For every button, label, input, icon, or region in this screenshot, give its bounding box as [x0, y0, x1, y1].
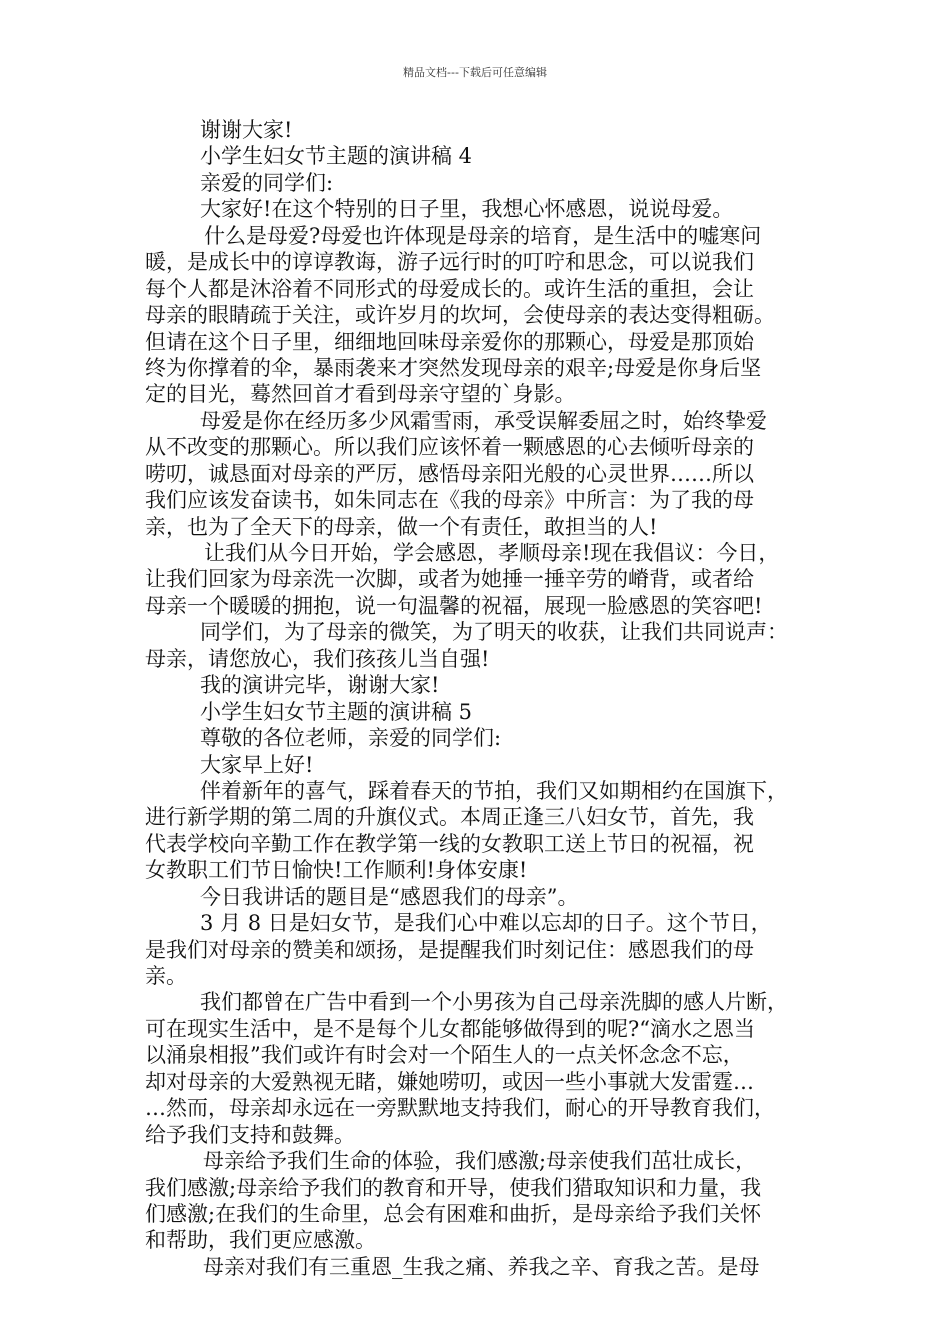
- text-line: 从不改变的那颗心。所以我们应该怀着一颗感恩的心去倾听母亲的: [145, 435, 754, 460]
- text-line: 母亲的眼睛疏于关注，或许岁月的坎坷，会使母亲的表达变得粗砺。: [145, 303, 775, 328]
- text-line: 母亲给予我们生命的体验，我们感激;母亲使我们茁壮成长，: [203, 1149, 757, 1174]
- text-line: 定的目光，蓦然回首才看到母亲守望的`身影。: [145, 382, 576, 407]
- text-line: 3 月 8 日是妇女节，是我们心中难以忘却的日子。这个节日，: [200, 911, 772, 936]
- text-line: 伴着新年的喜气，踩着春天的节拍，我们又如期相约在国旗下，: [200, 778, 788, 803]
- text-line: 大家早上好!: [200, 752, 314, 777]
- text-line: 们感激;在我们的生命里，总会有困难和曲折，是母亲给予我们关怀: [145, 1201, 762, 1226]
- text-line: 是我们对母亲的赞美和颂扬，是提醒我们时刻记住：感恩我们的母: [145, 937, 754, 962]
- text-line: 女教职工们节日愉快!工作顺利!身体安康!: [145, 858, 528, 883]
- text-line: 尊敬的各位老师，亲爱的同学们:: [200, 726, 502, 751]
- text-line: 每个人都是沐浴着不同形式的母爱成长的。或许生活的重担，会让: [145, 276, 754, 301]
- text-line: 亲，也为了全天下的母亲，做一个有责任，敢担当的人!: [145, 514, 658, 539]
- text-line: 终为你撑着的伞，暴雨袭来才突然发现母亲的艰辛;母爱是你身后坚: [145, 355, 762, 380]
- text-line: 暖，是成长中的谆谆教诲，游子远行时的叮咛和思念，可以说我们: [145, 250, 754, 275]
- text-line: 母亲一个暖暖的拥抱，说一句温馨的祝福，展现一脸感恩的笑容吧!: [145, 593, 763, 618]
- text-line: 唠叨，诚恳面对母亲的严厉，感悟母亲阳光般的心灵世界……所以: [145, 461, 754, 486]
- text-line: 可在现实生活中，是不是每个儿女都能够做得到的呢?“滴水之恩当: [145, 1016, 755, 1041]
- text-line: 亲。: [145, 964, 187, 988]
- text-line: 母爱是你在经历多少风霜雪雨，承受误解委屈之时，始终挚爱: [200, 408, 767, 433]
- text-line: 今日我讲话的题目是“感恩我们的母亲”。: [200, 884, 579, 909]
- text-line: 以涌泉相报”我们或许有时会对一个陌生人的一点关怀念念不忘，: [145, 1043, 744, 1068]
- text-line: 小学生妇女节主题的演讲稿 4: [200, 144, 473, 169]
- text-line: 我们都曾在广告中看到一个小男孩为自己母亲洗脚的感人片断，: [200, 990, 788, 1015]
- text-line: 什么是母爱?母爱也许体现是母亲的培育，是生活中的嘘寒问: [204, 223, 762, 248]
- text-line: 亲爱的同学们:: [200, 170, 334, 195]
- text-line: 大家好!在这个特别的日子里，我想心怀感恩，说说母爱。: [200, 197, 734, 222]
- text-line: 小学生妇女节主题的演讲稿 5: [200, 699, 473, 724]
- text-line: 我的演讲完毕，谢谢大家!: [200, 673, 440, 698]
- document-body: [145, 117, 817, 1280]
- text-line: 和帮助，我们更应感激。: [145, 1228, 376, 1253]
- text-line: 让我们回家为母亲洗一次脚，或者为她捶一捶辛劳的嵴背，或者给: [145, 567, 754, 592]
- text-line: 母亲对我们有三重恩_生我之痛、养我之辛、育我之苦。是母: [203, 1254, 760, 1279]
- page-header: 精品文档---下载后可任意编辑: [403, 66, 547, 79]
- text-line: 代表学校向辛勤工作在教学第一线的女教职工送上节日的祝福，祝: [145, 831, 754, 856]
- text-line: 让我们从今日开始，学会感恩，孝顺母亲!现在我倡议：今日，: [204, 541, 780, 565]
- text-line: 进行新学期的第二周的升旗仪式。本周正逢三八妇女节，首先，我: [145, 805, 754, 830]
- text-line: 我们感激;母亲给予我们的教育和开导，使我们猎取知识和力量，我: [145, 1175, 762, 1200]
- text-line: …然而，母亲却永远在一旁默默地支持我们，耐心的开导教育我们，: [145, 1096, 775, 1121]
- text-line: 却对母亲的大爱熟视无睹，嫌她唠叨，或因一些小事就大发雷霆…: [145, 1069, 754, 1094]
- text-line: 谢谢大家!: [200, 118, 293, 142]
- text-line: 同学们，为了母亲的微笑，为了明天的收获，让我们共同说声：: [200, 620, 788, 645]
- text-line: 给予我们支持和鼓舞。: [145, 1122, 355, 1147]
- text-line: 母亲，请您放心，我们孩孩儿当自强!: [145, 646, 490, 671]
- text-line: 但请在这个日子里，细细地回味母亲爱你的那颗心，母爱是那顶始: [145, 329, 754, 354]
- text-line: 我们应该发奋读书，如朱同志在《我的母亲》中所言：为了我的母: [145, 488, 754, 513]
